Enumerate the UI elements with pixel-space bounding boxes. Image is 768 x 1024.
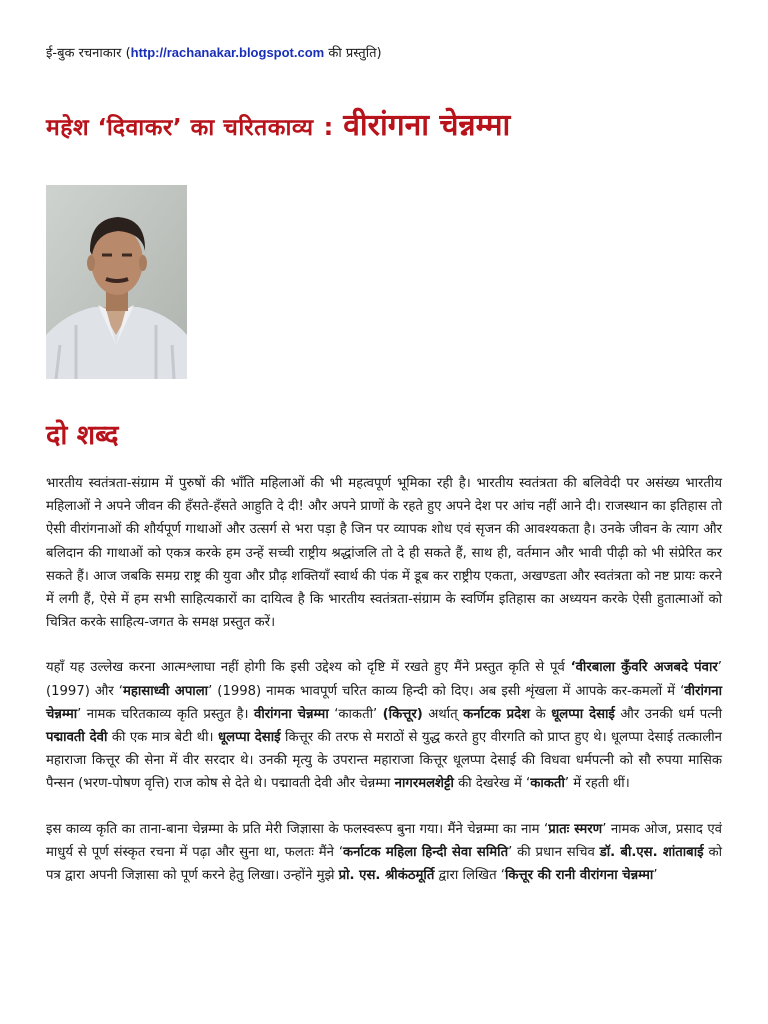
p2-bold-9: धूलप्पा देसाई bbox=[217, 730, 281, 746]
p2-text-5: ‘काकती’ bbox=[328, 706, 383, 722]
p2-bold-5: (कित्तूर) bbox=[382, 706, 423, 722]
p2-bold-10: नागरमलशेट्टी bbox=[394, 776, 454, 792]
p3-bold-4: प्रो. एस. श्रीकंठमूर्ति bbox=[338, 868, 435, 884]
p3-bold-3: डॉ. बी.एस. शांताबाई bbox=[599, 844, 704, 860]
p2-bold-11: काकती bbox=[530, 776, 565, 792]
p2-text-2: ’ (1997) और ‘ bbox=[46, 660, 722, 699]
document-page bbox=[46, 44, 722, 887]
p2-bold-2: महासाध्वी अपाला bbox=[122, 683, 209, 699]
p2-bold-7: धूलप्पा देसाई bbox=[551, 706, 615, 722]
p3-text-2: ’ नामक ओज, प्रसाद एवं माधुर्य से पूर्ण संस्कृत रचना में पढ़ा और सुना था, फलतः मैंने ‘ bbox=[46, 821, 723, 860]
page-title bbox=[46, 103, 722, 147]
p2-bold-1: ‘वीरबाला कुँवरि अजबदे पंवार bbox=[570, 660, 718, 676]
p3-text-3: ’ की प्रधान सचिव bbox=[508, 844, 600, 860]
p2-bold-6: कर्नाटक प्रदेश bbox=[463, 706, 531, 722]
p2-text-1: यहाँ यह उल्लेख करना आत्मश्लाघा नहीं होगी कि इसी उद्देश्य को दृष्टि में रखते हुए मैंने प्रस्तुत कृति से पूर्व bbox=[46, 660, 571, 676]
p2-text-6: अर्थात् bbox=[422, 706, 464, 722]
p2-bold-8: पद्मावती देवी bbox=[46, 730, 108, 746]
p2-text-3: ’ (1998) नामक भावपूर्ण चरित काव्य हिन्दी को दिए। अब इसी शृंखला में आपके कर-कमलों में ‘ bbox=[208, 683, 685, 699]
title-work-name: वीरांगना चेन्नम्मा bbox=[343, 108, 511, 143]
p2-text-8: और उनकी धर्म पत्नी bbox=[614, 706, 722, 722]
p2-bold-4: वीरांगना चेन्नम्मा bbox=[254, 706, 329, 722]
p2-text-11: की देखरेख में ‘ bbox=[453, 776, 531, 792]
p3-bold-1: प्रातः स्मरण bbox=[548, 821, 603, 837]
title-separator: : bbox=[323, 113, 334, 141]
p2-text-4: ’ नामक चरितकाव्य कृति प्रस्तुत है। bbox=[77, 706, 255, 722]
p2-text-7: के bbox=[530, 706, 552, 722]
paragraph-1: भारतीय स्वतंत्रता-संग्राम में पुरुषों की भाँति महिलाओं की भी महत्वपूर्ण भूमिका रही है। भारतीय स्वतंत्रता की बलिवेदी पर असंख्य भारतीय महिलाओं ने अपने जीवन की हँसते-हँसते आहुति दे दी! और अपने प्राणों के रहते हुए अपने देश पर आंच नहीं आने दी। राजस्थान का इतिहास तो ऐसी वीरांगनाओं की शौर्यपूर्ण गाथाओं और उत्सर्ग से भरा पड़ा है जिन पर व्यापक शोध एवं सृजन की आवश्यकता है। उनके जीवन के त्याग और बलिदान की गाथाओं को एकत्र करके हम उन्हें सच्ची राष्ट्रीय श्रद्धांजलि तो दे ही सकते हैं, साथ ही, वर्तमान और भावी पीढ़ी को भी संप्रेरित कर सकते हैं। आज जबकि समग्र राष्ट्र की युवा और प्रौढ़ शक्तियाँ स्वार्थ की पंक में डूब कर राष्ट्रीय एकता, अखण्डता और स्वतंत्रता को नष्ट प्रायः करने में लगी हैं, ऐसे में हम सभी साहित्यकारों का दायित्व है कि भारतीय स्वतंत्रता-संग्राम के स्वर्णिम इतिहास का अध्ययन करके ऐसी हुतात्माओं को चित्रित करके साहित्य-जगत के समक्ष प्रस्तुत करें। bbox=[46, 476, 722, 631]
p3-text-1: इस काव्य कृति का ताना-बाना चेन्नम्मा के प्रति मेरी जिज्ञासा के फलस्वरूप बुना गया। मैंने चेन्नम्मा का नाम ‘ bbox=[46, 821, 549, 837]
blog-link[interactable]: http://rachanakar.blogspot.com bbox=[130, 45, 325, 60]
p3-bold-2: कर्नाटक महिला हिन्दी सेवा समिति bbox=[343, 844, 509, 860]
p3-text-4: को पत्र द्वारा अपनी जिज्ञासा को पूर्ण करने हेतु लिखा। उन्होंने मुझे bbox=[46, 844, 722, 884]
section-heading: दो शब्द bbox=[46, 420, 119, 451]
p3-text-5: द्वारा लिखित ‘ bbox=[434, 868, 505, 884]
paragraph-3 bbox=[46, 818, 722, 888]
p2-text-9: की एक मात्र बेटी थी। bbox=[107, 730, 218, 746]
p3-bold-5: कित्तूर की रानी वीरांगना चेन्नम्मा bbox=[505, 868, 654, 884]
paragraph-2 bbox=[46, 656, 722, 795]
title-author-label: महेश ‘दिवाकर’ का चरितकाव्य bbox=[46, 115, 314, 141]
p2-text-12: ’ में रहती थीं। bbox=[564, 776, 630, 792]
p2-text-10: कित्तूर की तरफ से मराठों से युद्ध करते हुए वीरगति को प्राप्त हुए थे। धूलप्पा देसाई तत्कालीन महाराजा कित्तूर की सेना में वीर सरदार थे। उनकी मृत्यु के उपरान्त महाराजा कित्तूर धूलप्पा देसाई की विधवा धर्मपत्नी को सौ रुपया मासिक पैन्सन (भरण-पोषण वृत्ति) राज कोष से देते थे। पद्मावती देवी और चेन्नम्मा bbox=[46, 730, 722, 792]
ebook-suffix: की प्रस्तुति) bbox=[324, 46, 382, 61]
ebook-credit-line bbox=[46, 44, 722, 63]
author-photo bbox=[46, 185, 187, 379]
p3-text-6: ’ bbox=[653, 868, 658, 884]
ebook-prefix: ई-बुक रचनाकार ( bbox=[46, 46, 131, 61]
author-portrait-image bbox=[46, 185, 187, 379]
p2-bold-3: वीरांगना चेन्नम्मा bbox=[46, 683, 723, 722]
